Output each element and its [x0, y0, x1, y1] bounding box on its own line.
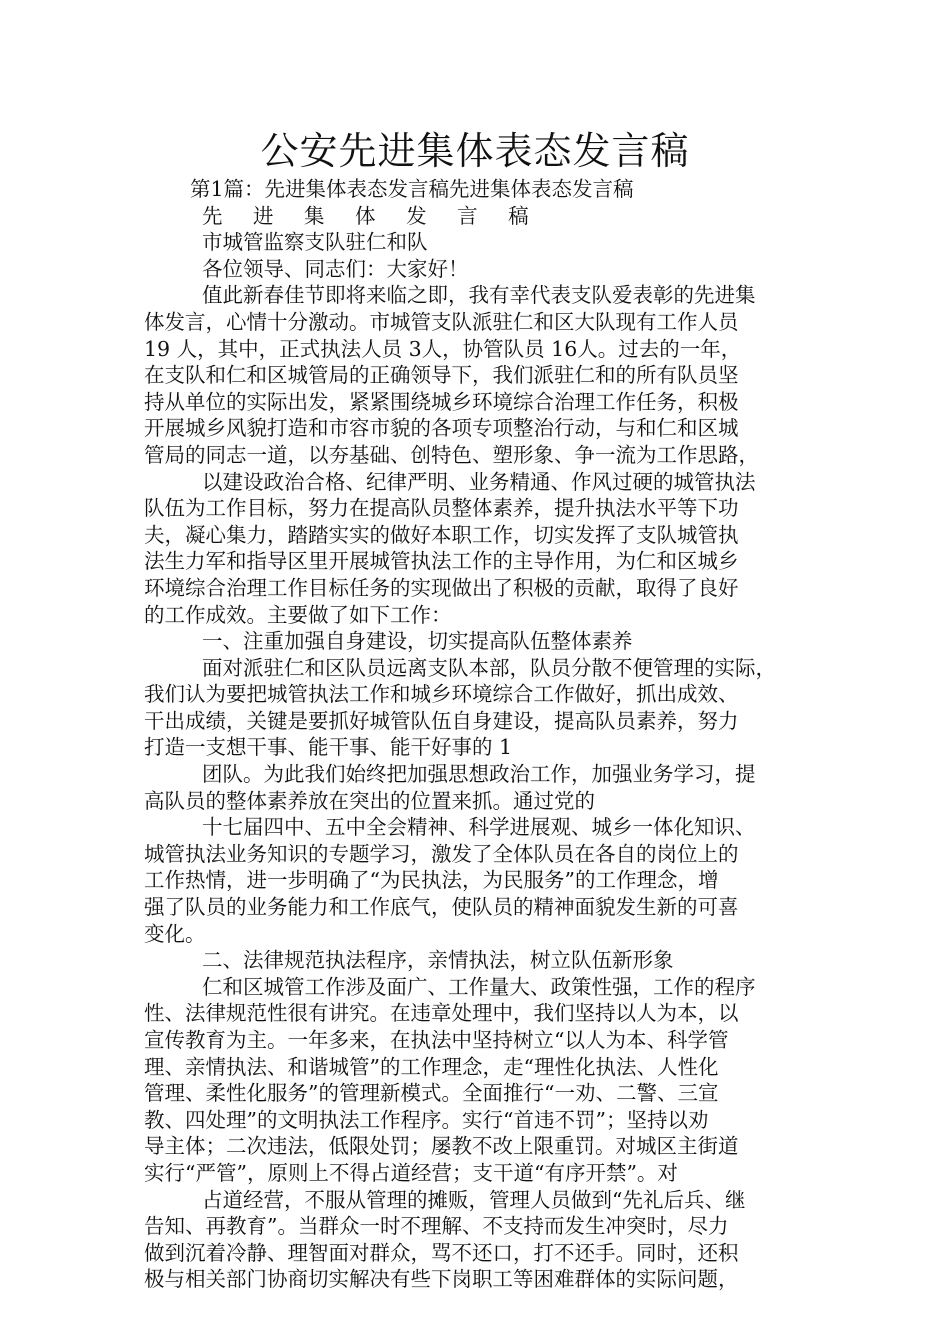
paragraph-line: 体发言，心情十分激动。市城管支队派驻仁和区大队现有工作人员 — [144, 309, 739, 334]
paragraph-line: 以建设政治合格、纪律严明、业务精通、作风过硬的城管执法 — [202, 469, 756, 494]
paragraph-line: 法生力军和指导区里开展城管执法工作的主导作用，为仁和区城乡 — [144, 549, 739, 574]
paragraph-line: 宣传教育为主。一年多来，在执法中坚持树立“以人为本、科学管 — [144, 1028, 729, 1052]
paragraph-line: 高队员的整体素养放在突出的位置来抓。通过党的 — [144, 788, 595, 813]
speaker-unit: 市城管监察支队驻仁和队 — [202, 230, 428, 255]
section-heading-1: 一、注重加强自身建设，切实提高队伍整体素养 — [202, 629, 633, 654]
paragraph-line: 性、法律规范性很有讲究。在违章处理中，我们坚持以人为本，以 — [144, 1001, 739, 1026]
document-body — [144, 176, 810, 1293]
paragraph-line: 环境综合治理工作目标任务的实现做出了积极的贡献，取得了良好 — [144, 575, 739, 600]
paragraph-line: 十七届四中、五中全会精神、科学进展观、城乡一体化知识、 — [202, 815, 756, 840]
paragraph-line: 变化。 — [144, 921, 206, 946]
paragraph-line: 的工作成效。主要做了如下工作： — [144, 602, 452, 627]
paragraph-line: 我们认为要把城管执法工作和城乡环境综合工作做好，抓出成效、 — [144, 682, 739, 707]
paragraph-line: 管理、柔性化服务”的管理新模式。全面推行“一劝、二警、三宣 — [144, 1081, 719, 1106]
paragraph-line: 值此新春佳节即将来临之即，我有幸代表支队爱表彰的先进集 — [202, 283, 756, 308]
paragraph-line: 理、亲情执法、和谐城管”的工作理念，走“理性化执法、人性化 — [144, 1054, 719, 1079]
section-heading-2: 二、法律规范执法程序，亲情执法，树立队伍新形象 — [202, 948, 674, 973]
paragraph-line: 持从单位的实际出发，紧紧围绕城乡环境综合治理工作任务，积极 — [144, 389, 739, 414]
paragraph-line: 管局的同志一道，以夯基础、创特色、塑形象、争一流为工作思路， — [144, 442, 759, 467]
paragraph-line: 干出成绩，关键是要抓好城管队伍自身建设，提高队员素养，努力 — [144, 708, 739, 733]
paragraph-line: 教、四处理”的文明执法工作程序。实行“首违不罚”；坚持以劝 — [144, 1107, 709, 1132]
paragraph-line: 实行“严管”，原则上不得占道经营；支干道“有序开禁”。对 — [144, 1160, 678, 1185]
paragraph-line: 告知、再教育”。当群众一时不理解、不支持而发生冲突时，尽力 — [144, 1214, 729, 1239]
paragraph-line: 队伍为工作目标，努力在提高队员整体素养，提升执法水平等下功 — [144, 496, 739, 521]
document-title: 公安先进集体表态发言稿 — [260, 129, 690, 173]
paragraph-line: 打造一支想干事、能干事、能干好事的 1 — [144, 735, 513, 760]
speech-heading: 先 进 集 体 发 言 稿 — [202, 203, 541, 228]
paragraph-line: 做到沉着冷静、理智面对群众，骂不还口，打不还手。同时，还积 — [144, 1240, 739, 1265]
paragraph-line: 面对派驻仁和区队员远离支队本部，队员分散不便管理的实际， — [202, 655, 776, 680]
paragraph-line: 工作热情，进一步明确了“为民执法，为民服务”的工作理念，增 — [144, 868, 719, 893]
paragraph-line: 团队。为此我们始终把加强思想政治工作，加强业务学习，提 — [202, 762, 756, 787]
salutation: 各位领导、同志们：大家好！ — [202, 256, 469, 281]
paragraph-line: 占道经营，不服从管理的摊贩，管理人员做到“先礼后兵、继 — [202, 1187, 746, 1212]
paragraph-line: 开展城乡风貌打造和市容市貌的各项专项整治行动，与和仁和区城 — [144, 416, 739, 441]
paragraph-line: 在支队和仁和区城管局的正确领导下，我们派驻仁和的所有队员坚 — [144, 363, 739, 388]
paragraph-line: 19 人，其中，正式执法人员 3人，协管队员 16人。过去的一年， — [144, 336, 742, 361]
paragraph-line: 城管执法业务知识的专题学习，激发了全体队员在各自的岗位上的 — [144, 841, 739, 866]
paragraph-line: 导主体；二次违法，低限处罚；屡教不改上限重罚。对城区主街道 — [144, 1134, 739, 1159]
paragraph-line: 夫，凝心集力，踏踏实实的做好本职工作，切实发挥了支队城管执 — [144, 522, 739, 547]
article-heading: 第1篇：先进集体表态发言稿先进集体表态发言稿 — [190, 177, 634, 201]
paragraph-line: 极与相关部门协商切实解决有些下岗职工等困难群体的实际问题， — [144, 1267, 739, 1292]
paragraph-line: 强了队员的业务能力和工作底气，使队员的精神面貌发生新的可喜 — [144, 895, 739, 920]
paragraph-line: 仁和区城管工作涉及面广、工作量大、政策性强，工作的程序 — [202, 974, 756, 999]
